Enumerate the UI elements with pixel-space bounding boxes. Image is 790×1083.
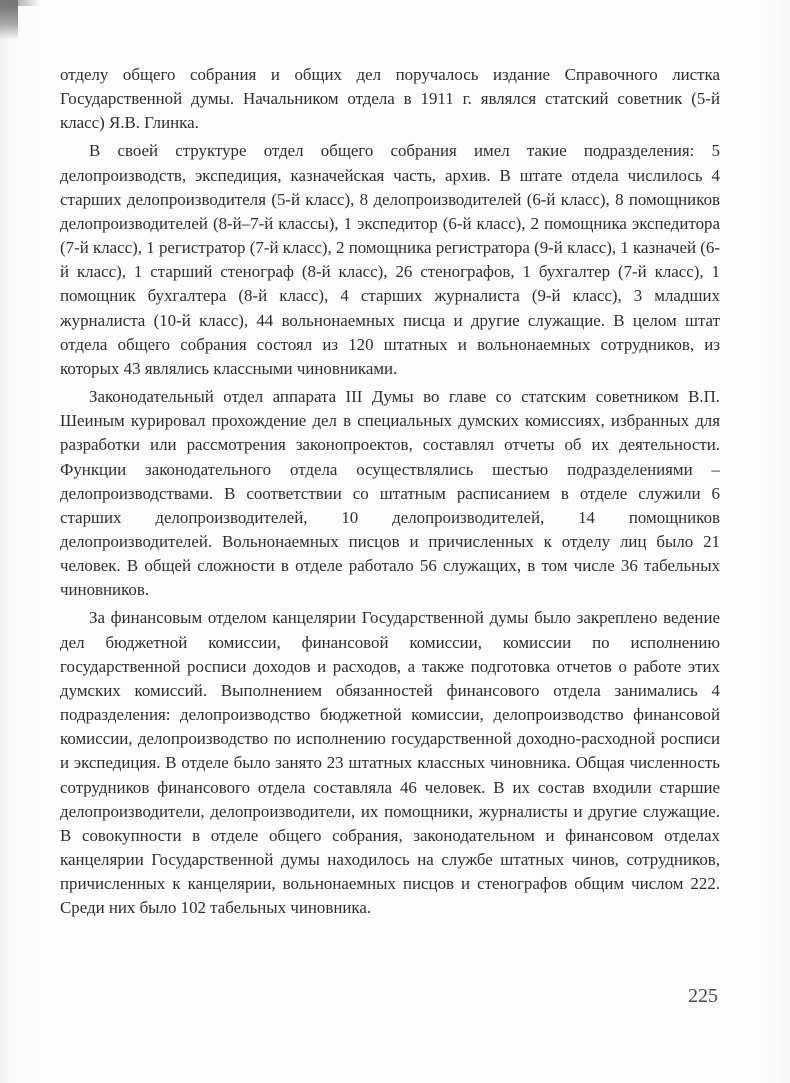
paragraph-financial-department: За финансовым отделом канцелярии Государственной думы было закреплено ведение дел бюджетной комиссии, финансовой комиссии, комиссии по исполнению государственной росписи доходов и расходов, а также подготовка отчетов о работе этих думских комиссий. Выполнением обязанностей финансового отдела занимались 4 подразделения: делопроизводство бюджетной комиссии, делопроизводство финансовой комиссии, делопроизводство по исполнению государственной доходно-расходной росписи и экспедиция. В отделе было занято 23 штатных классных чиновника. Общая численность сотрудников финансового отдела составляла 46 человек. В их состав входили старшие делопроизводители, делопроизводители, их помощники, журналисты и другие служащие. В совокупности в отделе общего собрания, законодательном и финансовом отделах канцелярии Государственной думы находилось на службе штатных чинов, сотрудников, причисленных к канцелярии, вольнонаемных писцов и стенографов общим числом 222. Среди них было 102 табельных чиновника.: [60, 608, 720, 918]
paragraph-general-assembly-structure: В своей структуре отдел общего собрания имел такие подразделения: 5 делопроизводств, экспедиция, казначейская часть, архив. В штате отдела числилось 4 старших делопроизводителя (5-й класс), 8 делопроизводителей (6-й класс), 8 помощников делопроизводителей (8-й–7-й классы), 1 экспедитор (6-й класс), 2 помощника экспедитора (7-й класс), 1 регистратор (7-й класс), 2 помощника регистратора (9-й класс), 1 казначей (6-й класс), 1 старший стенограф (8-й класс), 26 стенографов, 1 бухгалтер (7-й класс), 1 помощник бухгалтера (8-й класс), 4 старших журналиста (9-й класс), 3 младших журналиста (10-й класс), 44 вольнонаемных писца и другие служащие. В целом штат отдела общего собрания состоял из 120 штатных и вольнонаемных сотрудников, из которых 43 являлись классными чиновниками.: [60, 141, 720, 378]
paragraph-continuation: отделу общего собрания и общих дел поручалось издание Справочного листка Государственной думы. Начальником отдела в 1911 г. являлся статский советник (5-й класс) Я.В. Глинка.: [60, 65, 720, 133]
body-text: [60, 63, 720, 920]
scan-corner-shadow: [0, 0, 18, 40]
page-number: 225: [688, 985, 718, 1007]
paragraph-legislative-department: Законодательный отдел аппарата III Думы во главе со статским советником В.П. Шеиным курировал прохождение дел в специальных думских комиссиях, избранных для разработки или рассмотрения законопроектов, составлял отчеты об их деятельности. Функции законодательного отдела осуществлялись шестью подразделениями – делопроизводствами. В соответствии со штатным расписанием в отделе служили 6 старших делопроизводителей, 10 делопроизводителей, 14 помощников делопроизводителей. Вольнонаемных писцов и причисленных к отделу лиц было 21 человек. В общей сложности в отделе работало 56 служащих, в том числе 36 табельных чиновников.: [60, 387, 720, 600]
scan-edge-shadow: [0, 0, 40, 6]
